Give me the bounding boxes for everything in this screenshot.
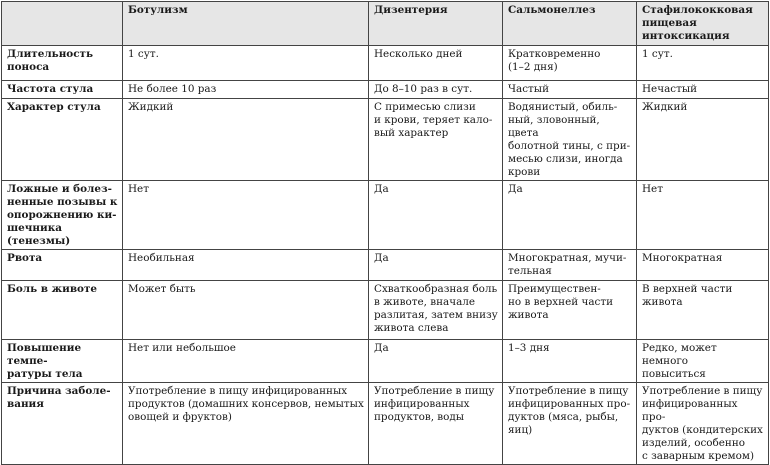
table-cell: В верхней части живота (637, 281, 769, 340)
row-label: Рвота (2, 250, 123, 281)
row-label: Ложные и болез- ненные позывы к опорожнению ки- шечника (тенезмы) (2, 181, 123, 250)
table-row (2, 281, 769, 340)
table-cell: Да (369, 181, 503, 250)
row-label: Причина заболе- вания (2, 383, 123, 465)
table-cell: Может быть (123, 281, 369, 340)
table-cell: Необильная (123, 250, 369, 281)
comparison-table (1, 1, 769, 465)
header-cell-empty (2, 2, 123, 46)
header-row (2, 2, 769, 46)
table-cell: Жидкий (637, 99, 769, 181)
row-label: Боль в животе (2, 281, 123, 340)
table-cell: Водянистый, обиль- ный, зловонный, цвета болотной тины, с при- месью слизи, иногда крови (503, 99, 637, 181)
table-row (2, 99, 769, 181)
table-cell: Нечастый (637, 81, 769, 99)
table-cell: Нет или небольшое (123, 340, 369, 383)
table-cell: До 8–10 раз в сут. (369, 81, 503, 99)
table-cell: Кратковременно (1–2 дня) (503, 46, 637, 81)
table-cell: Нет (123, 181, 369, 250)
table-cell: Да (503, 181, 637, 250)
table-row (2, 81, 769, 99)
table-cell: Нет (637, 181, 769, 250)
table-cell: С примесью слизи и крови, теряет кало- вый характер (369, 99, 503, 181)
table-cell: Да (369, 250, 503, 281)
table-row (2, 181, 769, 250)
table-row (2, 46, 769, 81)
row-label: Повышение темпе- ратуры тела (2, 340, 123, 383)
table-cell: Несколько дней (369, 46, 503, 81)
table-cell: Редко, может немного повыситься (637, 340, 769, 383)
table-cell: Схваткообразная боль в животе, вначале разлитая, затем внизу живота слева (369, 281, 503, 340)
table-cell: Употребление в пищу инфицированных продуктов, воды (369, 383, 503, 465)
table-cell: Многократная, мучи- тельная (503, 250, 637, 281)
table-cell: Преимуществен- но в верхней части живота (503, 281, 637, 340)
table-cell: Жидкий (123, 99, 369, 181)
row-label: Характер стула (2, 99, 123, 181)
table-row (2, 340, 769, 383)
table-row (2, 250, 769, 281)
table-cell: Употребление в пищу инфицированных про- дуктов (кондитерских изделий, особенно с заварным кремом) (637, 383, 769, 465)
row-label: Длительность поноса (2, 46, 123, 81)
table-cell: 1 сут. (123, 46, 369, 81)
header-cell-staph-intoxication: Стафилококковая пищевая интоксикация (637, 2, 769, 46)
table-cell: Да (369, 340, 503, 383)
table-cell: 1–3 дня (503, 340, 637, 383)
header-cell-dysentery: Дизентерия (369, 2, 503, 46)
table-cell: Не более 10 раз (123, 81, 369, 99)
table-cell: Употребление в пищу инфицированных продуктов (домашних консервов, немытых овощей и фруктов) (123, 383, 369, 465)
table-cell: 1 сут. (637, 46, 769, 81)
header-cell-botulism: Ботулизм (123, 2, 369, 46)
table-cell: Употребление в пищу инфицированных про- дуктов (мяса, рыбы, яиц) (503, 383, 637, 465)
row-label: Частота стула (2, 81, 123, 99)
table-cell: Частый (503, 81, 637, 99)
table-cell: Многократная (637, 250, 769, 281)
header-cell-salmonellosis: Сальмонеллез (503, 2, 637, 46)
